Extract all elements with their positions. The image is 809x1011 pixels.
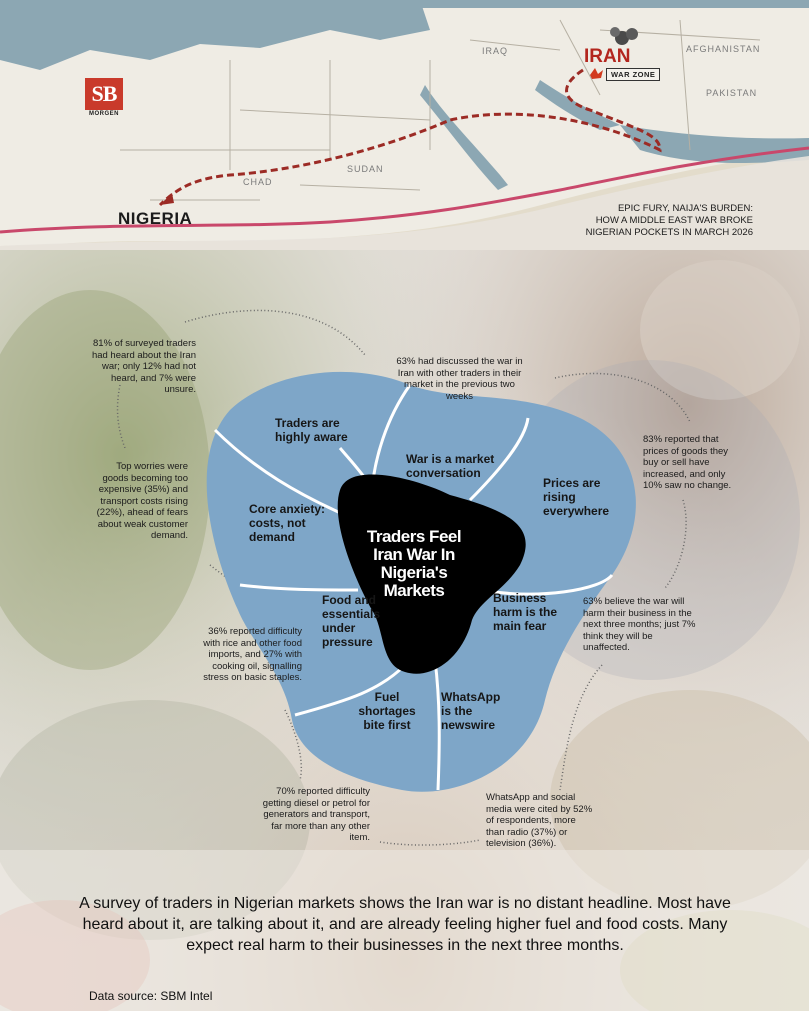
petal-label-prices: Prices are rising everywhere	[543, 476, 610, 518]
petal-label-fuel: Fuel shortages bite first	[358, 690, 416, 732]
infographic-heading: EPIC FURY, NAIJA'S BURDEN: HOW A MIDDLE EAST WAR BROKE NIGERIAN POCKETS IN MARCH 2026	[585, 203, 753, 238]
note-aware: 81% of surveyed traders had heard about the Iran war; only 12% had not heard, and 7% were unsure.	[91, 338, 196, 395]
logo-mark: SB	[85, 78, 123, 110]
war-zone-badge: WAR ZONE	[606, 68, 660, 81]
connector-arc	[380, 840, 480, 845]
petal-label-food: Food and essentials under pressure	[322, 593, 381, 649]
note-food: 36% reported difficulty with rice and other food imports, and 27% with cooking oil, signalling stress on basic staples.	[203, 626, 302, 683]
note-prices: 83% reported that prices of goods they buy or sell have increased, and only 10% saw no change.	[643, 434, 732, 491]
map-label-afghanistan: AFGHANISTAN	[686, 44, 761, 54]
connector-arc	[560, 665, 602, 790]
petal-label-aware: Traders are highly aware	[275, 416, 348, 444]
connector-arc	[555, 373, 690, 422]
note-core-anxiety: Top worries were goods becoming too expensive (35%) and transport costs rising (22%), ahead of fears about weak customer demand.	[96, 461, 188, 541]
note-conversation: 63% had discussed the war in Iran with other traders in their market in the previous two weeks	[396, 356, 523, 402]
map-label-iran: IRAN	[584, 46, 631, 67]
petal-label-business-harm: Business harm is the main fear	[493, 591, 558, 633]
map-label-chad: CHAD	[243, 177, 273, 187]
petal-label-whatsapp: WhatsApp is the newswire	[441, 690, 501, 732]
logo-subtitle: MORGEN	[89, 111, 119, 117]
petal-label-conversation: War is a market conversation	[406, 452, 495, 480]
map-label-sudan: SUDAN	[347, 164, 384, 174]
connector-arc	[665, 500, 686, 588]
note-business-harm: 63% believe the war will harm their business in the next three months; just 7% think they will be unaffected.	[583, 596, 696, 653]
map-label-iraq: IRAQ	[482, 46, 509, 56]
map-label-pakistan: PAKISTAN	[706, 88, 758, 98]
petal-label-core-anxiety: Core anxiety: costs, not demand	[249, 502, 326, 544]
map-label-nigeria: NIGERIA	[118, 209, 193, 228]
connector-arc	[185, 310, 365, 355]
center-title: Traders Feel Iran War In Nigeria's Markets	[366, 527, 462, 600]
note-whatsapp: WhatsApp and social media were cited by 52% of respondents, more than radio (37%) or television (36%).	[486, 792, 593, 849]
data-source: Data source: SBM Intel	[89, 989, 213, 1003]
summary-text: A survey of traders in Nigerian markets shows the Iran war is no distant headline. Most have heard about it, are talking about it, and are already feeling higher fuel and food costs. Many expect real harm to their businesses in the next three months.	[79, 895, 731, 954]
note-fuel: 70% reported difficulty getting diesel or petrol for generators and transport, far more than any other item.	[262, 786, 370, 843]
